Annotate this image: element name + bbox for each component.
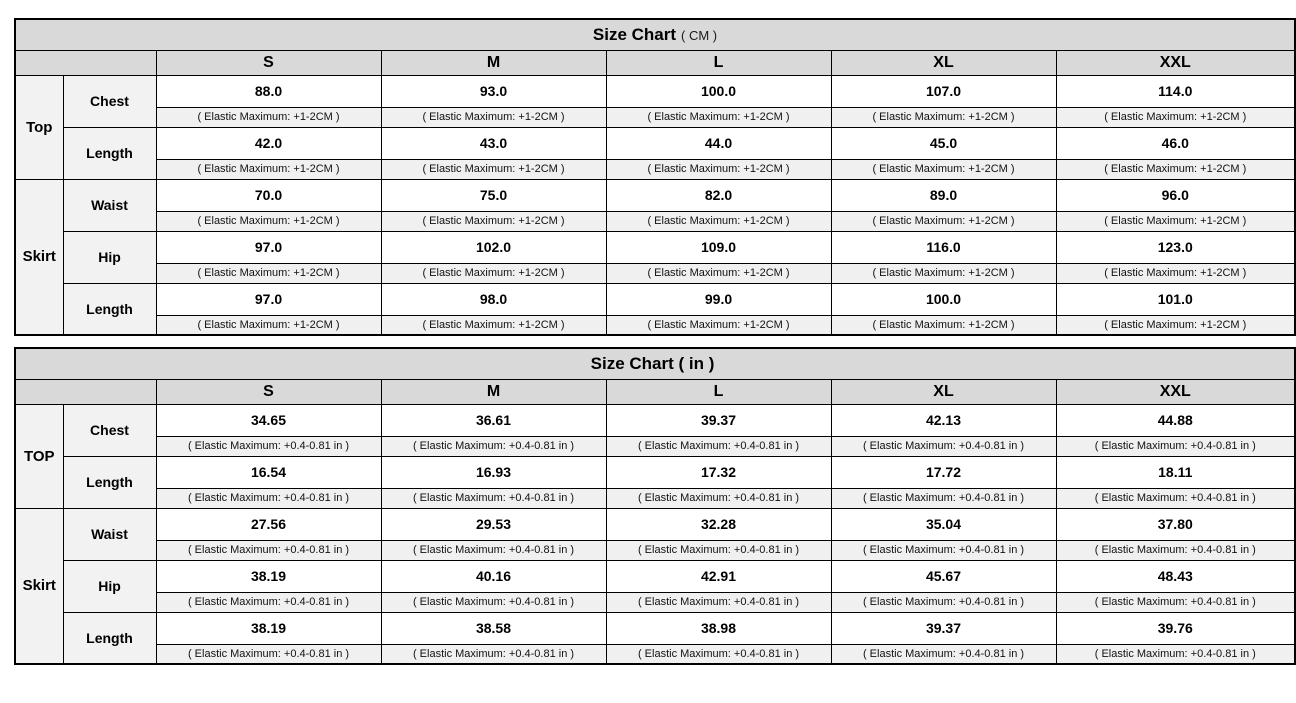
size-value-cell: 88.0 — [156, 75, 381, 107]
header-blank-cell — [15, 379, 156, 404]
elastic-note: ( Elastic Maximum: +1-2CM ) — [381, 211, 606, 231]
table-title-text: Size Chart ( in ) — [590, 353, 715, 373]
elastic-note: ( Elastic Maximum: +1-2CM ) — [606, 211, 831, 231]
elastic-note-row — [15, 263, 1295, 283]
row-label-hip: Hip — [63, 560, 156, 612]
elastic-note: ( Elastic Maximum: +1-2CM ) — [156, 263, 381, 283]
elastic-note: ( Elastic Maximum: +1-2CM ) — [1056, 211, 1295, 231]
size-value-cell: 37.80 — [1056, 508, 1295, 540]
size-header-row — [15, 379, 1295, 404]
row-label-chest: Chest — [63, 404, 156, 456]
elastic-note: ( Elastic Maximum: +1-2CM ) — [1056, 107, 1295, 127]
size-value-cell: 82.0 — [606, 179, 831, 211]
elastic-note: ( Elastic Maximum: +0.4-0.81 in ) — [1056, 644, 1295, 664]
size-value-cell: 46.0 — [1056, 127, 1295, 159]
elastic-note: ( Elastic Maximum: +0.4-0.81 in ) — [156, 592, 381, 612]
table-title-text: Size Chart — [592, 24, 677, 44]
size-value-cell: 29.53 — [381, 508, 606, 540]
measurement-row — [15, 508, 1295, 540]
size-value-cell: 98.0 — [381, 283, 606, 315]
size-column-header-l: L — [606, 379, 831, 404]
elastic-note: ( Elastic Maximum: +0.4-0.81 in ) — [156, 488, 381, 508]
measurement-row — [15, 127, 1295, 159]
header-blank-cell — [15, 50, 156, 75]
elastic-note-row — [15, 107, 1295, 127]
size-value-cell: 114.0 — [1056, 75, 1295, 107]
elastic-note: ( Elastic Maximum: +1-2CM ) — [831, 263, 1056, 283]
size-value-cell: 44.88 — [1056, 404, 1295, 436]
size-chart-table-cm — [14, 18, 1296, 336]
group-label-skirt: Skirt — [15, 508, 63, 664]
elastic-note: ( Elastic Maximum: +0.4-0.81 in ) — [156, 540, 381, 560]
size-header-row — [15, 50, 1295, 75]
size-column-header-m: M — [381, 379, 606, 404]
measurement-row — [15, 612, 1295, 644]
size-column-header-xxl: XXL — [1056, 379, 1295, 404]
elastic-note: ( Elastic Maximum: +1-2CM ) — [831, 211, 1056, 231]
elastic-note: ( Elastic Maximum: +1-2CM ) — [831, 159, 1056, 179]
elastic-note: ( Elastic Maximum: +1-2CM ) — [381, 263, 606, 283]
size-value-cell: 100.0 — [606, 75, 831, 107]
elastic-note: ( Elastic Maximum: +0.4-0.81 in ) — [1056, 436, 1295, 456]
elastic-note: ( Elastic Maximum: +1-2CM ) — [606, 159, 831, 179]
size-value-cell: 97.0 — [156, 231, 381, 263]
size-value-cell: 32.28 — [606, 508, 831, 540]
size-value-cell: 39.37 — [831, 612, 1056, 644]
elastic-note: ( Elastic Maximum: +1-2CM ) — [381, 315, 606, 335]
size-value-cell: 18.11 — [1056, 456, 1295, 488]
size-column-header-m: M — [381, 50, 606, 75]
elastic-note-row — [15, 488, 1295, 508]
table-title — [15, 348, 1295, 379]
elastic-note: ( Elastic Maximum: +0.4-0.81 in ) — [381, 644, 606, 664]
elastic-note: ( Elastic Maximum: +1-2CM ) — [606, 107, 831, 127]
size-value-cell: 38.58 — [381, 612, 606, 644]
elastic-note-row — [15, 315, 1295, 335]
elastic-note: ( Elastic Maximum: +1-2CM ) — [1056, 315, 1295, 335]
size-value-cell: 42.0 — [156, 127, 381, 159]
size-value-cell: 100.0 — [831, 283, 1056, 315]
size-value-cell: 36.61 — [381, 404, 606, 436]
size-value-cell: 16.54 — [156, 456, 381, 488]
elastic-note-row — [15, 540, 1295, 560]
elastic-note: ( Elastic Maximum: +0.4-0.81 in ) — [831, 488, 1056, 508]
elastic-note: ( Elastic Maximum: +0.4-0.81 in ) — [156, 436, 381, 456]
row-label-length: Length — [63, 127, 156, 179]
measurement-row — [15, 179, 1295, 211]
size-value-cell: 42.91 — [606, 560, 831, 592]
size-chart-table-in — [14, 347, 1296, 665]
elastic-note: ( Elastic Maximum: +1-2CM ) — [1056, 263, 1295, 283]
group-label-top: TOP — [15, 404, 63, 508]
size-value-cell: 75.0 — [381, 179, 606, 211]
size-value-cell: 38.19 — [156, 560, 381, 592]
elastic-note: ( Elastic Maximum: +0.4-0.81 in ) — [606, 540, 831, 560]
group-label-top: Top — [15, 75, 63, 179]
size-value-cell: 70.0 — [156, 179, 381, 211]
size-value-cell: 99.0 — [606, 283, 831, 315]
size-value-cell: 116.0 — [831, 231, 1056, 263]
elastic-note: ( Elastic Maximum: +0.4-0.81 in ) — [381, 436, 606, 456]
row-label-skirt-length: Length — [63, 283, 156, 335]
elastic-note: ( Elastic Maximum: +0.4-0.81 in ) — [381, 540, 606, 560]
row-label-length: Length — [63, 456, 156, 508]
elastic-note: ( Elastic Maximum: +1-2CM ) — [1056, 159, 1295, 179]
elastic-note: ( Elastic Maximum: +1-2CM ) — [156, 315, 381, 335]
elastic-note: ( Elastic Maximum: +0.4-0.81 in ) — [606, 592, 831, 612]
row-label-waist: Waist — [63, 508, 156, 560]
elastic-note: ( Elastic Maximum: +1-2CM ) — [156, 107, 381, 127]
size-column-header-xl: XL — [831, 379, 1056, 404]
elastic-note: ( Elastic Maximum: +0.4-0.81 in ) — [606, 644, 831, 664]
measurement-row — [15, 283, 1295, 315]
size-value-cell: 48.43 — [1056, 560, 1295, 592]
size-value-cell: 39.37 — [606, 404, 831, 436]
size-value-cell: 40.16 — [381, 560, 606, 592]
elastic-note: ( Elastic Maximum: +0.4-0.81 in ) — [606, 436, 831, 456]
elastic-note: ( Elastic Maximum: +1-2CM ) — [831, 315, 1056, 335]
measurement-row — [15, 75, 1295, 107]
title-row — [15, 348, 1295, 379]
size-value-cell: 123.0 — [1056, 231, 1295, 263]
elastic-note: ( Elastic Maximum: +0.4-0.81 in ) — [381, 488, 606, 508]
measurement-row — [15, 560, 1295, 592]
size-value-cell: 107.0 — [831, 75, 1056, 107]
elastic-note: ( Elastic Maximum: +0.4-0.81 in ) — [1056, 540, 1295, 560]
size-value-cell: 96.0 — [1056, 179, 1295, 211]
row-label-chest: Chest — [63, 75, 156, 127]
elastic-note: ( Elastic Maximum: +0.4-0.81 in ) — [1056, 592, 1295, 612]
table-title — [15, 19, 1295, 50]
size-value-cell: 16.93 — [381, 456, 606, 488]
elastic-note-row — [15, 436, 1295, 456]
size-value-cell: 44.0 — [606, 127, 831, 159]
measurement-row — [15, 404, 1295, 436]
elastic-note-row — [15, 211, 1295, 231]
elastic-note-row — [15, 592, 1295, 612]
size-value-cell: 89.0 — [831, 179, 1056, 211]
size-column-header-s: S — [156, 50, 381, 75]
size-value-cell: 17.72 — [831, 456, 1056, 488]
measurement-row — [15, 456, 1295, 488]
elastic-note: ( Elastic Maximum: +1-2CM ) — [156, 159, 381, 179]
size-value-cell: 34.65 — [156, 404, 381, 436]
elastic-note-row — [15, 159, 1295, 179]
size-value-cell: 35.04 — [831, 508, 1056, 540]
elastic-note: ( Elastic Maximum: +0.4-0.81 in ) — [831, 644, 1056, 664]
size-value-cell: 102.0 — [381, 231, 606, 263]
table-title-unit: ( CM ) — [681, 27, 718, 43]
group-label-skirt: Skirt — [15, 179, 63, 335]
elastic-note: ( Elastic Maximum: +1-2CM ) — [606, 263, 831, 283]
elastic-note-row — [15, 644, 1295, 664]
title-row — [15, 19, 1295, 50]
elastic-note: ( Elastic Maximum: +0.4-0.81 in ) — [831, 592, 1056, 612]
elastic-note: ( Elastic Maximum: +1-2CM ) — [381, 159, 606, 179]
size-value-cell: 45.0 — [831, 127, 1056, 159]
elastic-note: ( Elastic Maximum: +1-2CM ) — [831, 107, 1056, 127]
row-label-waist: Waist — [63, 179, 156, 231]
measurement-row — [15, 231, 1295, 263]
elastic-note: ( Elastic Maximum: +0.4-0.81 in ) — [1056, 488, 1295, 508]
size-column-header-l: L — [606, 50, 831, 75]
size-value-cell: 97.0 — [156, 283, 381, 315]
size-column-header-xxl: XXL — [1056, 50, 1295, 75]
elastic-note: ( Elastic Maximum: +0.4-0.81 in ) — [381, 592, 606, 612]
size-value-cell: 101.0 — [1056, 283, 1295, 315]
size-value-cell: 42.13 — [831, 404, 1056, 436]
size-value-cell: 93.0 — [381, 75, 606, 107]
size-value-cell: 109.0 — [606, 231, 831, 263]
elastic-note: ( Elastic Maximum: +1-2CM ) — [606, 315, 831, 335]
size-value-cell: 45.67 — [831, 560, 1056, 592]
row-label-skirt-length: Length — [63, 612, 156, 664]
size-column-header-s: S — [156, 379, 381, 404]
elastic-note: ( Elastic Maximum: +0.4-0.81 in ) — [156, 644, 381, 664]
size-value-cell: 38.98 — [606, 612, 831, 644]
size-value-cell: 38.19 — [156, 612, 381, 644]
elastic-note: ( Elastic Maximum: +1-2CM ) — [381, 107, 606, 127]
size-value-cell: 39.76 — [1056, 612, 1295, 644]
size-value-cell: 17.32 — [606, 456, 831, 488]
size-column-header-xl: XL — [831, 50, 1056, 75]
elastic-note: ( Elastic Maximum: +0.4-0.81 in ) — [606, 488, 831, 508]
row-label-hip: Hip — [63, 231, 156, 283]
elastic-note: ( Elastic Maximum: +1-2CM ) — [156, 211, 381, 231]
elastic-note: ( Elastic Maximum: +0.4-0.81 in ) — [831, 540, 1056, 560]
size-value-cell: 43.0 — [381, 127, 606, 159]
size-value-cell: 27.56 — [156, 508, 381, 540]
elastic-note: ( Elastic Maximum: +0.4-0.81 in ) — [831, 436, 1056, 456]
